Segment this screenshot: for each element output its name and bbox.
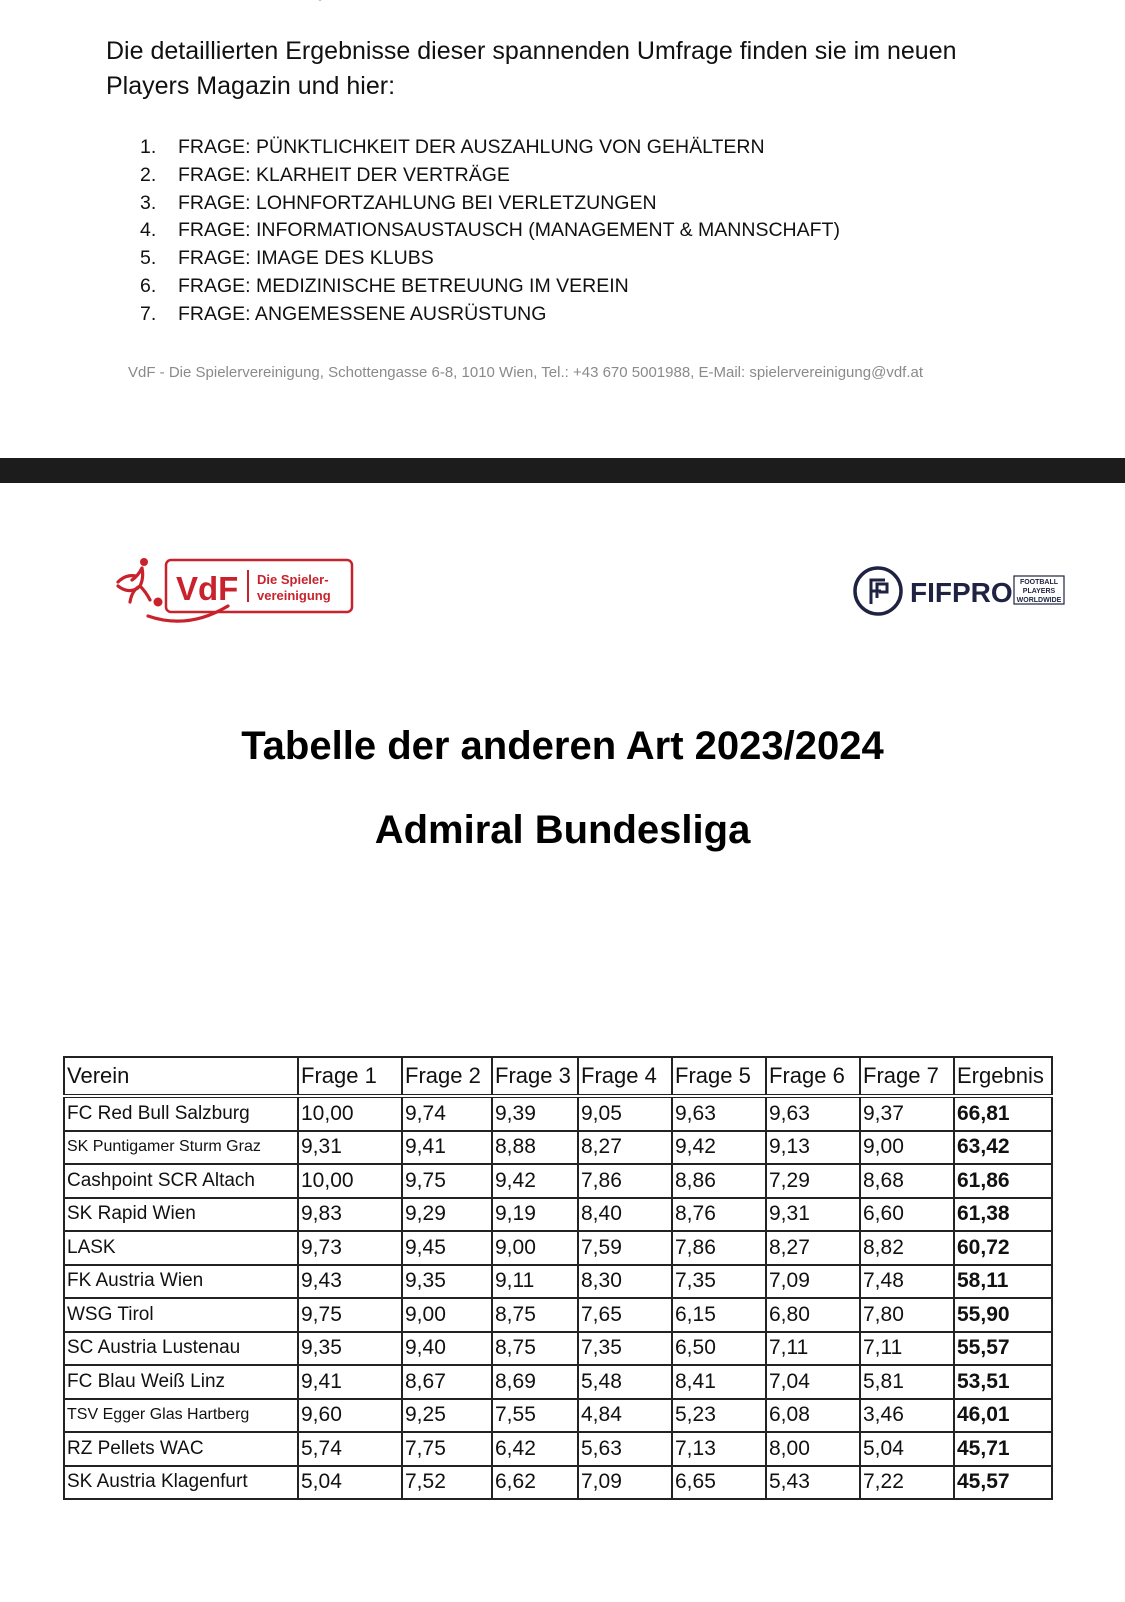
score-cell: 9,37 <box>860 1096 954 1131</box>
score-cell: 9,40 <box>402 1332 492 1366</box>
score-cell: 7,11 <box>860 1332 954 1366</box>
score-cell: 9,73 <box>298 1231 402 1265</box>
fifpro-tag-3: WORLDWIDE <box>1016 597 1062 604</box>
score-cell: 9,63 <box>672 1096 766 1131</box>
vdf-tagline-line-1: Die Spieler- <box>257 572 329 587</box>
question-number: 2. <box>140 163 157 186</box>
score-cell: 7,29 <box>766 1164 860 1198</box>
score-cell: 9,60 <box>298 1399 402 1433</box>
score-cell: 8,82 <box>860 1231 954 1265</box>
score-cell: 8,27 <box>578 1131 672 1165</box>
table-row <box>64 1298 1052 1332</box>
score-cell: 9,75 <box>402 1164 492 1198</box>
question-text: FRAGE: PÜNKTLICHKEIT DER AUSZAHLUNG VON GEHÄLTERN <box>178 136 765 158</box>
result-cell: 61,38 <box>954 1198 1052 1232</box>
table-row <box>64 1432 1052 1466</box>
question-number: 4. <box>140 219 157 242</box>
table-row <box>64 1096 1052 1131</box>
question-text: FRAGE: IMAGE DES KLUBS <box>178 247 434 270</box>
question-item <box>140 217 840 245</box>
score-cell: 7,52 <box>402 1466 492 1500</box>
score-cell: 9,39 <box>492 1096 578 1131</box>
question-number: 6. <box>140 274 157 297</box>
score-cell: 9,35 <box>298 1332 402 1366</box>
result-cell: 55,57 <box>954 1332 1052 1366</box>
score-cell: 9,35 <box>402 1265 492 1299</box>
score-cell: 6,60 <box>860 1198 954 1232</box>
score-cell: 7,80 <box>860 1298 954 1332</box>
score-cell: 8,75 <box>492 1298 578 1332</box>
score-cell: 9,13 <box>766 1131 860 1165</box>
score-cell: 9,41 <box>402 1131 492 1165</box>
question-item <box>140 273 840 301</box>
score-cell: 9,41 <box>298 1365 402 1399</box>
table-row <box>64 1231 1052 1265</box>
score-cell: 9,19 <box>492 1198 578 1232</box>
result-cell: 45,57 <box>954 1466 1052 1500</box>
score-cell: 7,35 <box>672 1265 766 1299</box>
score-cell: 6,80 <box>766 1298 860 1332</box>
club-name-cell: WSG Tirol <box>64 1298 298 1332</box>
score-cell: 9,31 <box>298 1131 402 1165</box>
score-cell: 7,59 <box>578 1231 672 1265</box>
question-list <box>140 134 840 329</box>
question-text: FRAGE: LOHNFORTZAHLUNG BEI VERLETZUNGEN <box>178 191 657 214</box>
club-name-cell: FK Austria Wien <box>64 1265 298 1299</box>
score-cell: 9,00 <box>402 1298 492 1332</box>
question-text: FRAGE: ANGEMESSENE AUSRÜSTUNG <box>178 302 547 325</box>
score-cell: 7,48 <box>860 1265 954 1299</box>
score-cell: 9,74 <box>402 1096 492 1131</box>
score-cell: 7,22 <box>860 1466 954 1500</box>
score-cell: 7,55 <box>492 1399 578 1433</box>
table-header-row <box>64 1057 1052 1096</box>
question-text: FRAGE: MEDIZINISCHE BETREUUNG IM VEREIN <box>178 274 629 297</box>
fifpro-wordmark: FIFPRO <box>910 577 1013 608</box>
score-cell: 6,62 <box>492 1466 578 1500</box>
column-header: Frage 6 <box>766 1057 860 1096</box>
club-name-cell: TSV Egger Glas Hartberg <box>64 1399 298 1433</box>
result-cell: 55,90 <box>954 1298 1052 1332</box>
score-cell: 9,45 <box>402 1231 492 1265</box>
question-number: 3. <box>140 191 157 214</box>
score-cell: 8,30 <box>578 1265 672 1299</box>
score-cell: 8,69 <box>492 1365 578 1399</box>
question-number: 1. <box>140 136 157 158</box>
score-cell: 9,25 <box>402 1399 492 1433</box>
table-row <box>64 1365 1052 1399</box>
score-cell: 7,86 <box>672 1231 766 1265</box>
score-cell: 9,42 <box>672 1131 766 1165</box>
fifpro-tag-1: FOOTBALL <box>1019 579 1059 586</box>
column-header: Frage 1 <box>298 1057 402 1096</box>
score-cell: 9,63 <box>766 1096 860 1131</box>
question-text: FRAGE: KLARHEIT DER VERTRÄGE <box>178 163 510 186</box>
fifpro-tag-2: PLAYERS <box>1022 588 1056 595</box>
club-name-cell: Cashpoint SCR Altach <box>64 1164 298 1198</box>
score-cell: 8,88 <box>492 1131 578 1165</box>
score-cell: 7,04 <box>766 1365 860 1399</box>
column-header: Frage 3 <box>492 1057 578 1096</box>
score-cell: 6,15 <box>672 1298 766 1332</box>
column-header: Frage 7 <box>860 1057 954 1096</box>
score-cell: 10,00 <box>298 1096 402 1131</box>
question-item <box>140 245 840 273</box>
score-cell: 7,86 <box>578 1164 672 1198</box>
vdf-tagline-line-2: vereinigung <box>257 588 331 603</box>
score-cell: 5,43 <box>766 1466 860 1500</box>
table-row <box>64 1399 1052 1433</box>
score-cell: 10,00 <box>298 1164 402 1198</box>
club-name-cell: RZ Pellets WAC <box>64 1432 298 1466</box>
score-cell: 8,76 <box>672 1198 766 1232</box>
results-table <box>63 1056 1053 1500</box>
score-cell: 8,75 <box>492 1332 578 1366</box>
score-cell: 9,11 <box>492 1265 578 1299</box>
score-cell: 7,13 <box>672 1432 766 1466</box>
club-name-cell: FC Blau Weiß Linz <box>64 1365 298 1399</box>
score-cell: 9,00 <box>860 1131 954 1165</box>
result-cell: 45,71 <box>954 1432 1052 1466</box>
score-cell: 9,00 <box>492 1231 578 1265</box>
result-cell: 66,81 <box>954 1096 1052 1131</box>
score-cell: 9,75 <box>298 1298 402 1332</box>
vdf-wordmark: VdF <box>176 570 239 607</box>
score-cell: 8,86 <box>672 1164 766 1198</box>
question-item <box>140 162 840 190</box>
column-header: Verein <box>64 1057 298 1096</box>
score-cell: 6,50 <box>672 1332 766 1366</box>
question-item <box>140 134 840 162</box>
club-name-cell: SK Puntigamer Sturm Graz <box>64 1131 298 1165</box>
table-row <box>64 1265 1052 1299</box>
score-cell: 8,68 <box>860 1164 954 1198</box>
score-cell: 9,83 <box>298 1198 402 1232</box>
column-header: Frage 4 <box>578 1057 672 1096</box>
score-cell: 7,75 <box>402 1432 492 1466</box>
score-cell: 7,11 <box>766 1332 860 1366</box>
score-cell: 8,67 <box>402 1365 492 1399</box>
score-cell: 5,04 <box>298 1466 402 1500</box>
score-cell: 6,08 <box>766 1399 860 1433</box>
question-number: 7. <box>140 302 157 325</box>
column-header: Ergebnis <box>954 1057 1052 1096</box>
score-cell: 9,29 <box>402 1198 492 1232</box>
question-item <box>140 190 840 218</box>
score-cell: 8,00 <box>766 1432 860 1466</box>
vdf-logo <box>110 556 362 630</box>
score-cell: 7,09 <box>766 1265 860 1299</box>
page-divider <box>0 458 1125 483</box>
document-page-top <box>0 0 1125 458</box>
league-subtitle: Admiral Bundesliga <box>374 808 751 852</box>
score-cell: 6,42 <box>492 1432 578 1466</box>
table-row <box>64 1164 1052 1198</box>
column-header: Frage 2 <box>402 1057 492 1096</box>
score-cell: 5,63 <box>578 1432 672 1466</box>
score-cell: 7,65 <box>578 1298 672 1332</box>
table-title: Tabelle der anderen Art 2023/2024 <box>241 724 884 768</box>
result-cell: 63,42 <box>954 1131 1052 1165</box>
score-cell: 9,42 <box>492 1164 578 1198</box>
score-cell: 5,04 <box>860 1432 954 1466</box>
result-cell: 61,86 <box>954 1164 1052 1198</box>
score-cell: 5,74 <box>298 1432 402 1466</box>
score-cell: 5,23 <box>672 1399 766 1433</box>
score-cell: 5,48 <box>578 1365 672 1399</box>
score-cell: 8,41 <box>672 1365 766 1399</box>
score-cell: 8,27 <box>766 1231 860 1265</box>
result-cell: 60,72 <box>954 1231 1052 1265</box>
table-row <box>64 1332 1052 1366</box>
score-cell: 9,31 <box>766 1198 860 1232</box>
table-row <box>64 1466 1052 1500</box>
score-cell: 8,40 <box>578 1198 672 1232</box>
score-cell: 9,43 <box>298 1265 402 1299</box>
result-cell: 53,51 <box>954 1365 1052 1399</box>
club-name-cell: SK Rapid Wien <box>64 1198 298 1232</box>
intro-paragraph: Die detaillierten Ergebnisse dieser spannenden Umfrage finden sie im neuen Players Magazin und hier: <box>106 37 957 100</box>
score-cell: 7,09 <box>578 1466 672 1500</box>
cropped-text-fragment <box>286 0 366 4</box>
page-footer: VdF - Die Spielervereinigung, Schottengasse 6-8, 1010 Wien, Tel.: +43 670 5001988, E-Mail: spielervereinigung@vdf.at <box>128 364 923 381</box>
table-row <box>64 1131 1052 1165</box>
result-cell: 46,01 <box>954 1399 1052 1433</box>
score-cell: 5,81 <box>860 1365 954 1399</box>
question-number: 5. <box>140 247 157 270</box>
score-cell: 9,05 <box>578 1096 672 1131</box>
fifpro-logo <box>852 560 1072 622</box>
question-text: FRAGE: INFORMATIONSAUSTAUSCH (MANAGEMENT & MANNSCHAFT) <box>178 219 840 242</box>
club-name-cell: SK Austria Klagenfurt <box>64 1466 298 1500</box>
score-cell: 4,84 <box>578 1399 672 1433</box>
club-name-cell: FC Red Bull Salzburg <box>64 1096 298 1131</box>
question-item <box>140 301 840 329</box>
result-cell: 58,11 <box>954 1265 1052 1299</box>
club-name-cell: SC Austria Lustenau <box>64 1332 298 1366</box>
club-name-cell: LASK <box>64 1231 298 1265</box>
column-header: Frage 5 <box>672 1057 766 1096</box>
score-cell: 6,65 <box>672 1466 766 1500</box>
table-row <box>64 1198 1052 1232</box>
score-cell: 7,35 <box>578 1332 672 1366</box>
score-cell: 3,46 <box>860 1399 954 1433</box>
